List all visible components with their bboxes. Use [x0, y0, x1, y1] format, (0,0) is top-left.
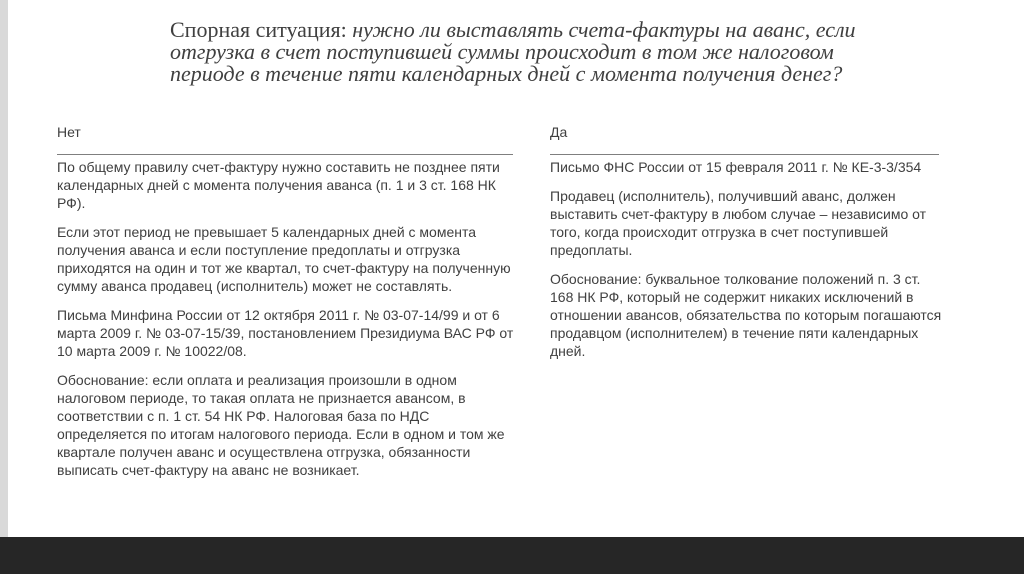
slide-title: [170, 19, 870, 85]
column-no: [57, 158, 520, 490]
left-accent-bar: [0, 0, 8, 537]
column-divider-yes: [550, 154, 939, 155]
yes-paragraph-2: Продавец (исполнитель), получивший аванс, должен выставить счет-фактуру в любом случае – независимо от того, когда происходит отгрузка в счет поступившей предоплаты.: [550, 188, 927, 258]
column-header-no: Нет: [57, 124, 81, 140]
no-paragraph-3: Письма Минфина России от 12 октября 2011 г. № 03-07-14/99 и от 6 марта 2009 г. № 03-07-15/39, постановлением Президиума ВАС РФ от 10 марта 2009 г. № 10022/08.: [57, 307, 514, 359]
column-header-yes: Да: [550, 124, 568, 140]
bottom-bar: [0, 537, 1024, 574]
column-divider-no: [57, 154, 513, 155]
no-paragraph-4: Обоснование: если оплата и реализация произошли в одном налоговом периоде, то такая оплата не признается авансом, в соответствии с п. 1 ст. 54 НК РФ. Налоговая база по НДС определяется по итогам налогового периода. Если в одном и том же квартале получен аванс и осуществлена отгрузка, обязанности выписать счет-фактуру на аванс не возникает.: [57, 372, 505, 478]
no-paragraph-1: По общему правилу счет-фактуру нужно составить не позднее пяти календарных дней с момента получения аванса (п. 1 и 3 ст. 168 НК РФ).: [57, 159, 500, 211]
title-lead: Спорная ситуация:: [170, 17, 347, 42]
yes-paragraph-1: Письмо ФНС России от 15 февраля 2011 г. № КЕ-3-3/354: [550, 159, 922, 175]
column-yes: [550, 158, 942, 371]
yes-paragraph-3: Обоснование: буквальное толкование положений п. 3 ст. 168 НК РФ, который не содержит никаких исключений в отношении авансов, обязательства по которым погашаются продавцом (исполнителем) в течение пяти календарных дней.: [550, 271, 942, 359]
title-question: нужно ли выставлять счета-фактуры на аванс, если отгрузка в счет поступившей суммы происходит в том же налоговом периоде в течение пяти календарных дней с момента получения денег?: [170, 17, 856, 86]
no-paragraph-2: Если этот период не превышает 5 календарных дней с момента получения аванса и если поступление предоплаты и отгрузка приходятся на один и тот же квартал, то счет-фактуру на полученную сумму аванса продавец (исполнитель) может не составлять.: [57, 224, 511, 294]
